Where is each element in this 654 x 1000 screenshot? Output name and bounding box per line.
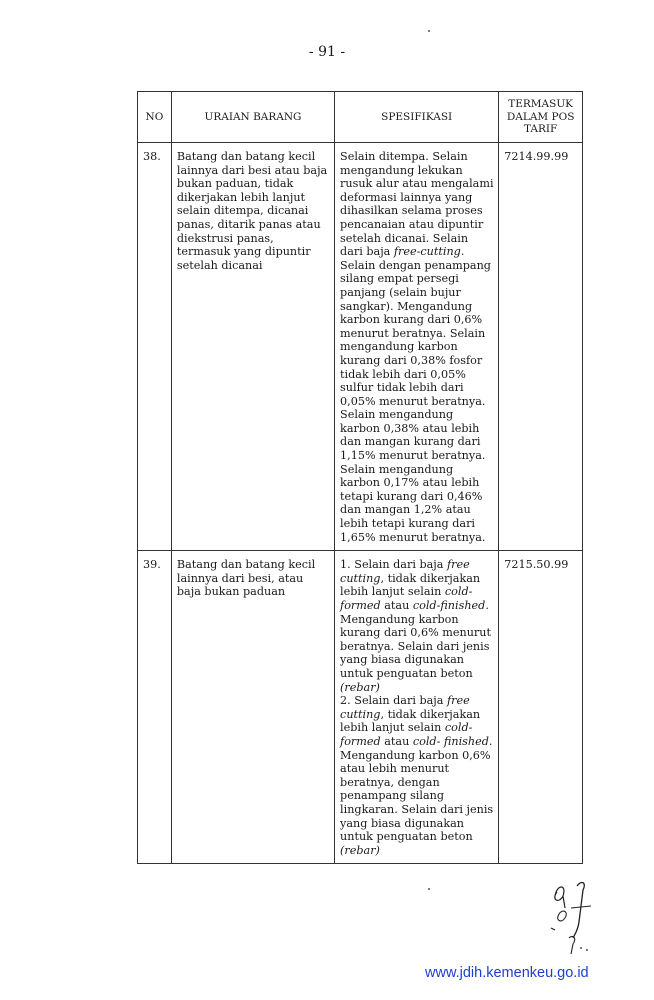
scan-speck [428, 30, 430, 32]
row-pos-tarif: 7214.99.99 [499, 143, 583, 551]
row-pos-tarif: 7215.50.99 [499, 551, 583, 864]
tariff-table [137, 91, 583, 864]
page-number: - 91 - [308, 44, 346, 60]
header-no: NO [138, 92, 172, 143]
row-uraian: Batang dan batang kecil lainnya dari besi, atau baja bukan paduan [171, 551, 334, 864]
footer-url[interactable]: www.jdih.kemenkeu.go.id [425, 965, 589, 981]
table-row [138, 143, 583, 551]
paraf-signature [545, 878, 615, 958]
header-spesifikasi: SPESIFIKASI [335, 92, 499, 143]
header-pos-tarif: TERMASUK DALAM POS TARIF [499, 92, 583, 143]
scan-speck [428, 888, 430, 890]
row-uraian: Batang dan batang kecil lainnya dari besi atau baja bukan paduan, tidak dikerjakan lebih lanjut selain ditempa, dicanai panas, ditarik panas atau diekstrusi panas, termasuk yang dipuntir setelah dicanai [171, 143, 334, 551]
table-header-row [138, 92, 583, 143]
row-no: 39. [138, 551, 172, 864]
row-no: 38. [138, 143, 172, 551]
table-row [138, 551, 583, 864]
row-spesifikasi: Selain ditempa. Selain mengandung lekukan rusuk alur atau mengalami deformasi lainnya yang dihasilkan selama proses pencanaian atau dipuntir setelah dicanai. Selain dari baja free-cutting. Selain dengan penampang silang empat persegi panjang (selain bujur sangkar). Mengandung karbon kurang dari 0,6% menurut beratnya. Selain mengandung karbon kurang dari 0,38% fosfor tidak lebih dari 0,05% sulfur tidak lebih dari 0,05% menurut beratnya. Selain mengandung karbon 0,38% atau lebih dan mangan kurang dari 1,15% menurut beratnya. Selain mengandung karbon 0,17% atau lebih tetapi kurang dari 0,46% dan mangan 1,2% atau lebih tetapi kurang dari 1,65% menurut beratnya. [335, 143, 499, 551]
row-spesifikasi: 1. Selain dari baja free cutting, tidak dikerjakan lebih lanjut selain cold-formed atau cold-finished. Mengandung karbon kurang dari 0,6% menurut beratnya. Selain dari jenis yang biasa digunakan untuk penguatan beton (rebar) 2. Selain dari baja free cutting, tidak dikerjakan lebih lanjut selain cold-formed atau cold- finished. Mengandung karbon 0,6% atau lebih menurut beratnya, dengan penampang silang lingkaran. Selain dari jenis yang biasa digunakan untuk penguatan beton (rebar) [335, 551, 499, 864]
header-uraian-barang: URAIAN BARANG [171, 92, 334, 143]
